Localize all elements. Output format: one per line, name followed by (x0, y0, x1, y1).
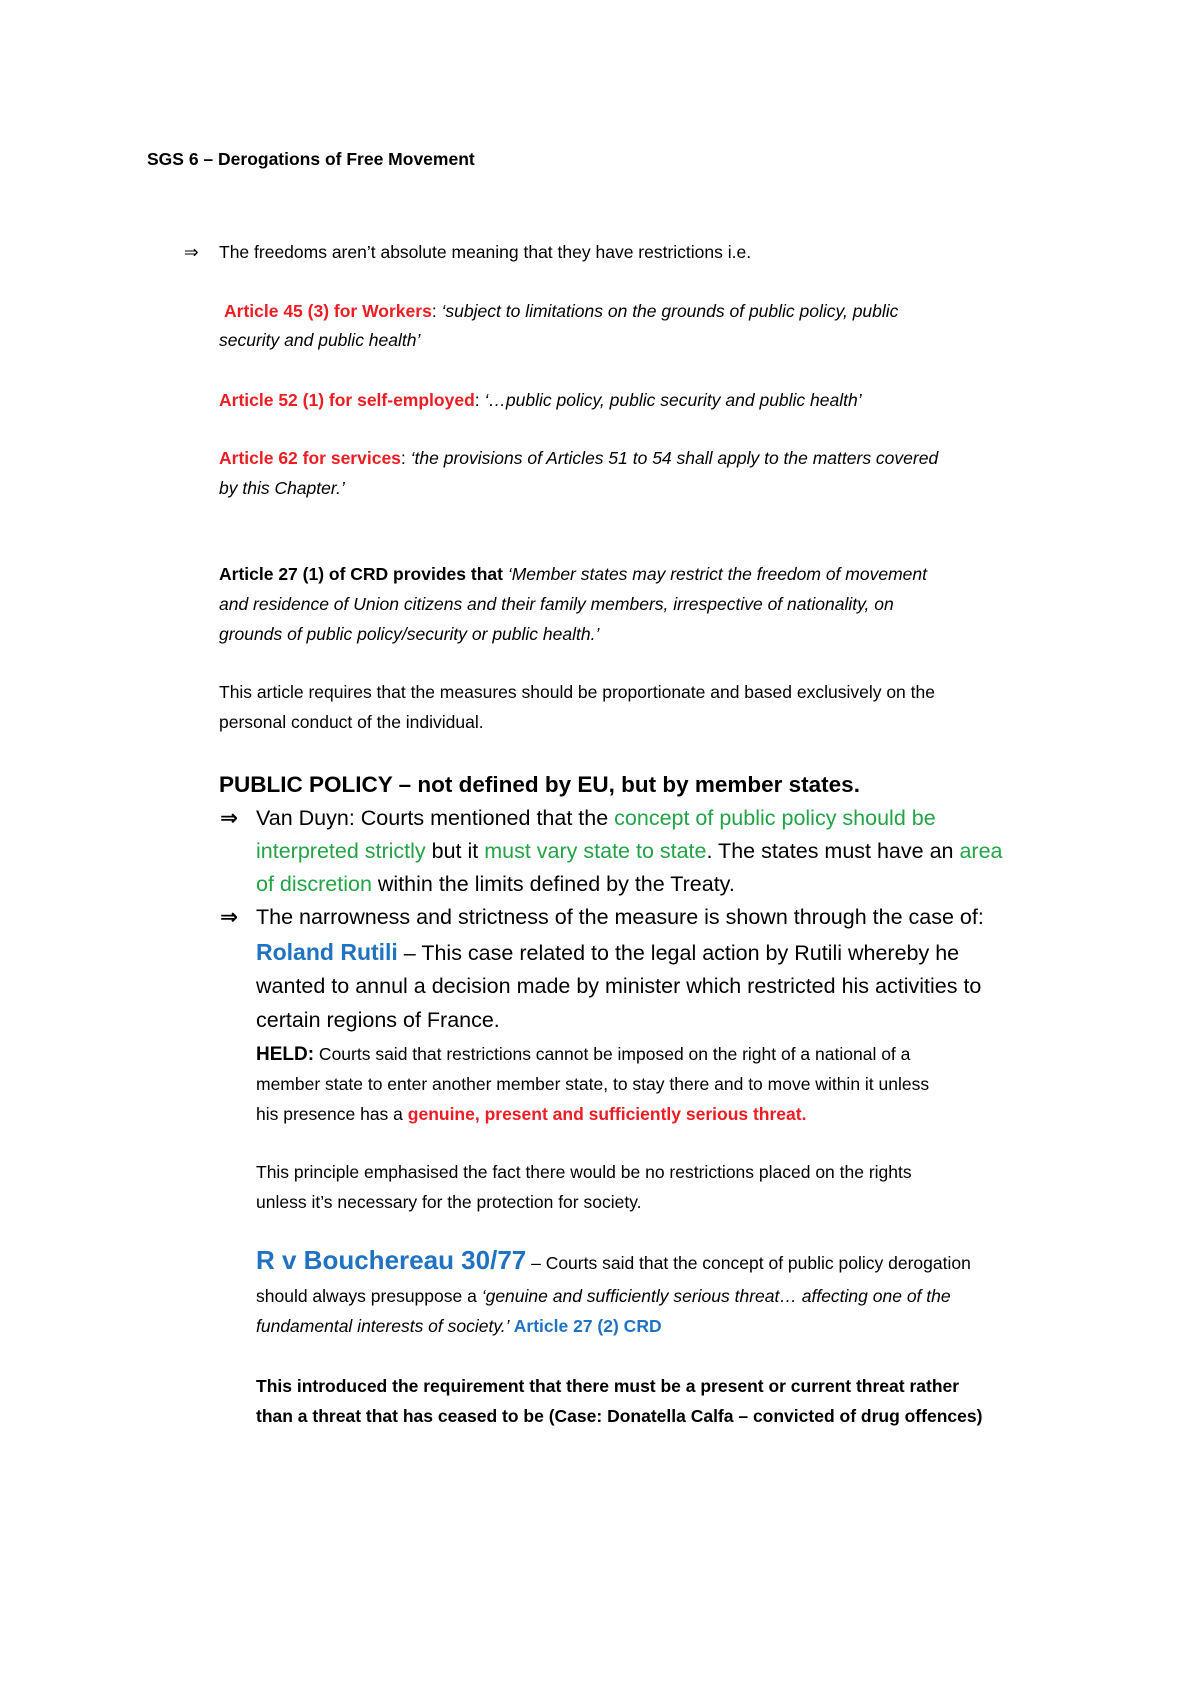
held-text-3b: genuine, present and sufficiently serious threat. (407, 1104, 807, 1124)
principle-line-1: This principle emphasised the fact there would be no restrictions placed on the rights (256, 1162, 912, 1182)
bouchereau-case-name: R v Bouchereau 30/77 (256, 1245, 527, 1275)
article-62-quote-2: by this Chapter.’ (219, 478, 345, 498)
held-label: HELD: (256, 1044, 315, 1065)
van-duyn-text-2b: but it (425, 839, 485, 863)
bouchereau-line-1 (256, 1246, 971, 1278)
van-duyn-arrow-icon: ⇒ (220, 806, 239, 830)
article-45-colon: : (431, 301, 442, 321)
article-27-quote-2: and residence of Union citizens and their family members, irrespective of nationality, on (219, 594, 894, 614)
article-45-line-1 (224, 297, 898, 326)
public-policy-heading: PUBLIC POLICY – not defined by EU, but by member states. (219, 772, 860, 797)
bouchereau-text-3b: Article 27 (2) CRD (509, 1316, 662, 1336)
van-duyn-text-1a: Van Duyn: Courts mentioned that the (256, 806, 615, 830)
bouchereau-line-2 (256, 1282, 951, 1311)
document-title: SGS 6 – Derogations of Free Movement (147, 149, 475, 169)
van-duyn-text-3a: of discretion (256, 872, 372, 896)
article-27-label: Article 27 (1) of CRD provides that (219, 564, 508, 584)
van-duyn-line-3 (256, 868, 735, 901)
rutili-line-2: wanted to annul a decision made by minister which restricted his activities to (256, 974, 982, 998)
bouchereau-line-3 (256, 1312, 662, 1341)
narrowness-arrow-icon: ⇒ (220, 905, 239, 929)
requirement-line-1: This introduced the requirement that there must be a present or current threat rather (256, 1376, 960, 1396)
van-duyn-line-1 (256, 802, 936, 835)
rutili-held-line-2: member state to enter another member state, to stay there and to move within it unless (256, 1074, 930, 1094)
proportion-line-2: personal conduct of the individual. (219, 712, 484, 732)
held-text-3a: his presence has a (256, 1104, 408, 1124)
article-52-colon: : (474, 390, 485, 410)
rutili-held-line-3 (256, 1100, 806, 1129)
intro-text: The freedoms aren’t absolute meaning that they have restrictions i.e. (219, 242, 752, 262)
van-duyn-text-2c: must vary state to state (484, 839, 707, 863)
rutili-line-3: certain regions of France. (256, 1008, 500, 1032)
article-27-quote-1: ‘Member states may restrict the freedom of movement (507, 564, 927, 584)
article-27-quote-3: grounds of public policy/security or public health.’ (219, 624, 600, 644)
article-62-colon: : (400, 448, 411, 468)
article-52-quote: ‘…public policy, public security and public health’ (484, 390, 862, 410)
rutili-line-1 (256, 936, 959, 970)
bouchereau-text-2a: should always presuppose a (256, 1286, 482, 1306)
article-45-label: Article 45 (3) for Workers (224, 301, 432, 321)
rutili-text-1: – This case related to the legal action by Rutili whereby he (397, 941, 960, 965)
bouchereau-text-2b: ‘genuine and sufficiently serious threat… affecting one of the (481, 1286, 951, 1306)
article-52-label: Article 52 (1) for self-employed (219, 390, 475, 410)
proportion-line-1: This article requires that the measures should be proportionate and based exclusively on the (219, 682, 935, 702)
van-duyn-text-1b: concept of public policy should be (614, 806, 936, 830)
article-45-quote-2: security and public health’ (219, 330, 421, 350)
van-duyn-text-2d: . The states must have an (706, 839, 960, 863)
article-27-line-1 (219, 560, 927, 589)
article-62-quote-1: ‘the provisions of Articles 51 to 54 shall apply to the matters covered (410, 448, 939, 468)
requirement-line-2: than a threat that has ceased to be (Case: Donatella Calfa – convicted of drug offences) (256, 1406, 983, 1426)
van-duyn-text-3b: within the limits defined by the Treaty. (371, 872, 735, 896)
narrowness-text: The narrowness and strictness of the measure is shown through the case of: (256, 905, 984, 929)
bouchereau-text-3a: fundamental interests of society.’ (256, 1316, 510, 1336)
article-45-quote-1: ‘subject to limitations on the grounds of public policy, public (441, 301, 899, 321)
rutili-case-name: Roland Rutili (256, 939, 398, 965)
bullet-arrow-icon: ⇒ (184, 242, 199, 262)
van-duyn-line-2 (256, 835, 1003, 868)
van-duyn-text-2a: interpreted strictly (256, 839, 426, 863)
rutili-held-line-1 (256, 1040, 910, 1069)
article-62-label: Article 62 for services (219, 448, 401, 468)
article-62-line-1 (219, 444, 938, 473)
van-duyn-text-2e: area (959, 839, 1003, 863)
principle-line-2: unless it’s necessary for the protection for society. (256, 1192, 642, 1212)
bouchereau-text-1: – Courts said that the concept of public policy derogation (526, 1253, 971, 1273)
article-52-line (219, 386, 862, 415)
held-text-1: Courts said that restrictions cannot be imposed on the right of a national of a (314, 1044, 911, 1064)
